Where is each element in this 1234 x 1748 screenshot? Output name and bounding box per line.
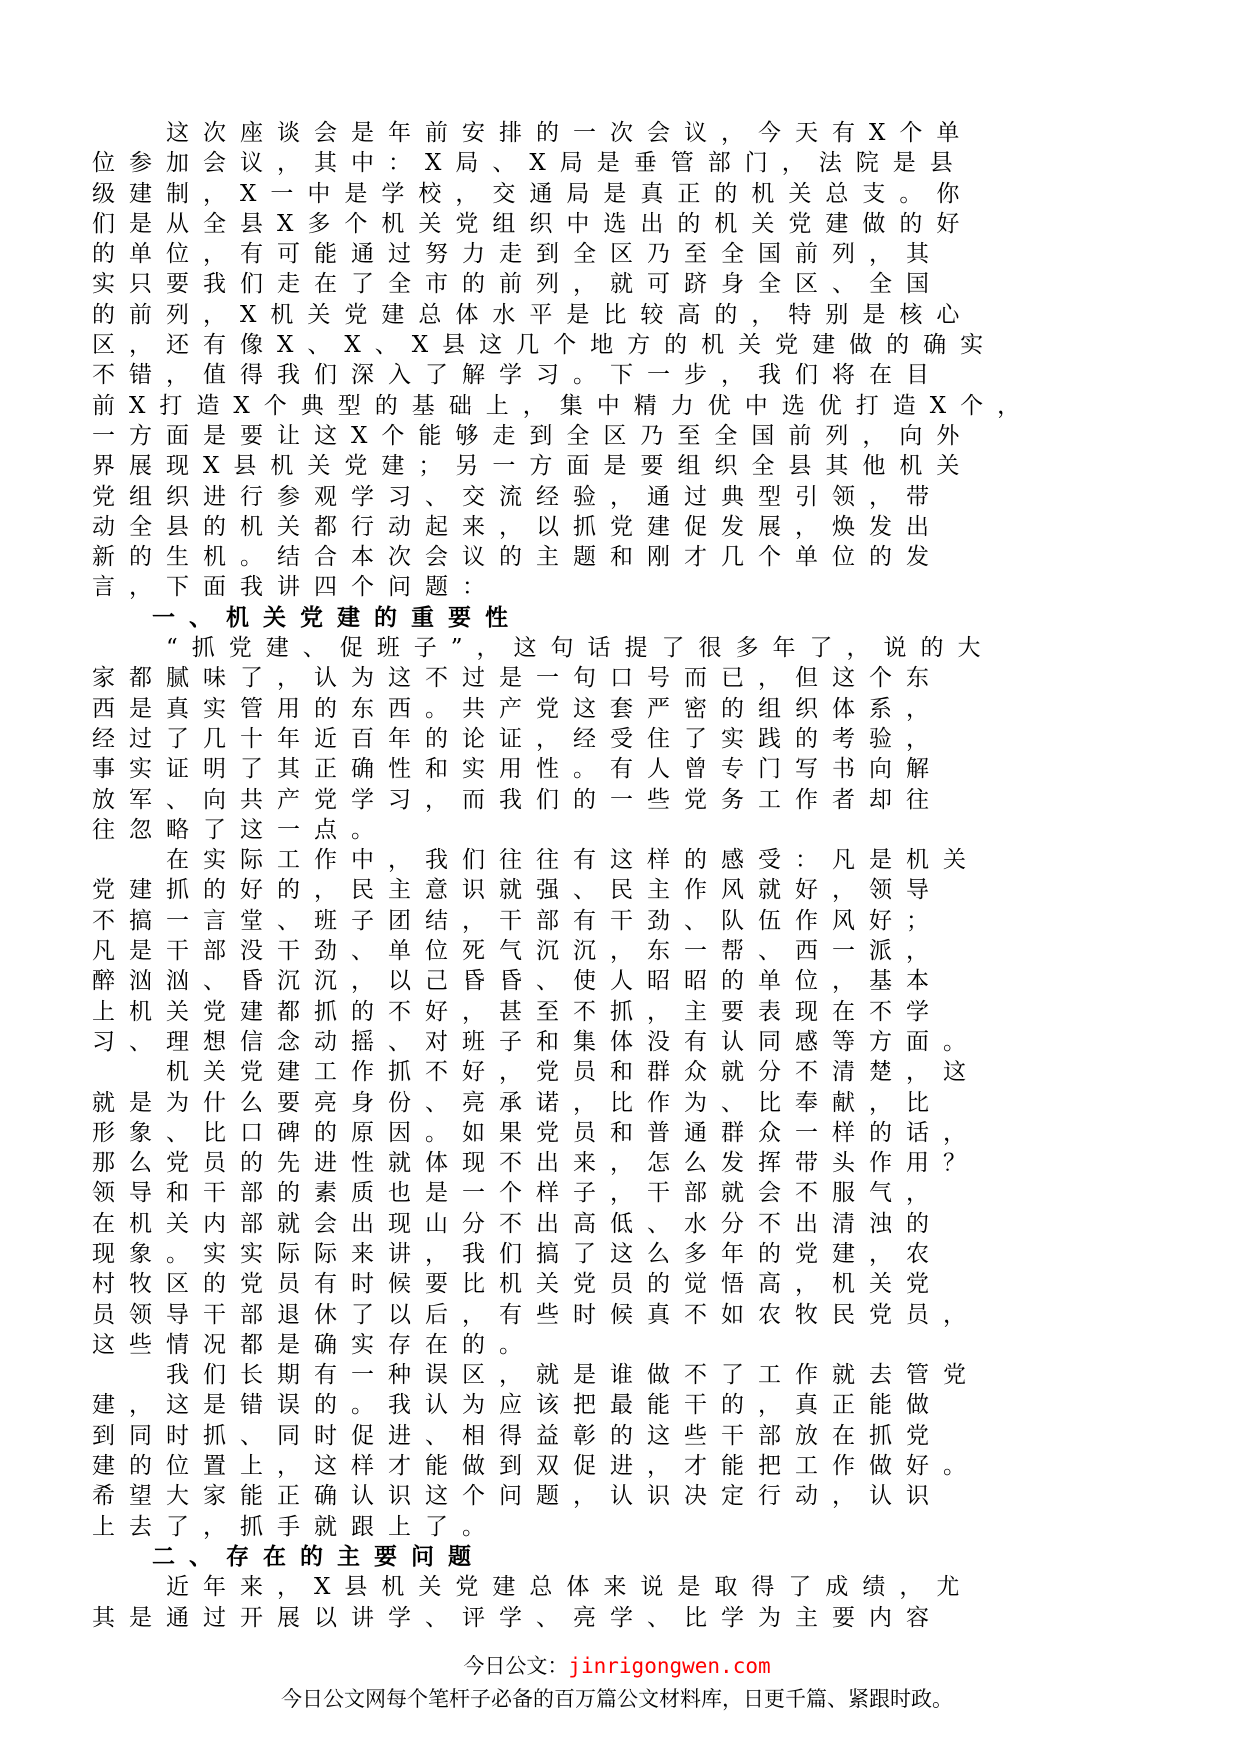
text-line: 的前列，X机关党建总体水平是比较高的，特别是核心 <box>92 301 974 328</box>
text-line: 在机关内部就会出现山分不出高低、水分不出清浊的 <box>92 1210 943 1237</box>
text-line: 一方面是要让这X个能够走到全区乃至全国前列，向外 <box>92 422 974 449</box>
footer-label: 今日公文： <box>463 1654 569 1678</box>
page-footer <box>0 1650 1234 1716</box>
text-line: 不错，值得我们深入了解学习。下一步，我们将在目 <box>92 362 943 389</box>
text-line: 现象。实实际际来讲，我们搞了这么多年的党建，农 <box>92 1240 943 1267</box>
footer-slogan: 今日公文网每个笔杆子必备的百万篇公文材料库，日更千篇、紧跟时政。 <box>281 1687 953 1711</box>
text-line: 新的生机。结合本次会议的主题和刚才几个单位的发 <box>92 544 943 571</box>
text-line: 这些情况都是确实存在的。 <box>92 1331 536 1358</box>
text-line: 希望大家能正确认识这个问题，认识决定行动，认识 <box>92 1483 943 1510</box>
document-body <box>92 118 1152 1633</box>
text-line: 西是真实管用的东西。共产党这套严密的组织体系， <box>92 695 943 722</box>
text-line: 员领导干部退休了以后，有些时候真不如农牧民党员， <box>92 1301 980 1328</box>
text-line: 上机关党建都抓的不好，甚至不抓，主要表现在不学 <box>92 998 943 1025</box>
text-line: 不搞一言堂、班子团结，干部有干劲、队伍作风好； <box>92 907 943 934</box>
text-line: 事实证明了其正确性和实用性。有人曾专门写书向解 <box>92 756 943 783</box>
text-line: 往忽略了这一点。 <box>92 816 388 843</box>
text-line: 界展现X县机关党建；另一方面是要组织全县其他机关 <box>92 453 974 480</box>
text-line: 实只要我们走在了全市的前列，就可跻身全区、全国 <box>92 271 943 298</box>
text-line: 醉汹汹、昏沉沉，以己昏昏、使人昭昭的单位，基本 <box>92 968 943 995</box>
site-link[interactable]: jinrigongwen.com <box>568 1654 771 1678</box>
text-line: 机关党建工作抓不好，党员和群众就分不清楚，这 <box>92 1059 980 1086</box>
text-line: 村牧区的党员有时候要比机关党员的觉悟高，机关党 <box>92 1271 943 1298</box>
text-line: 建，这是错误的。我认为应该把最能干的，真正能做 <box>92 1392 943 1419</box>
text-line: 这次座谈会是年前安排的一次会议，今天有X个单 <box>92 120 974 146</box>
section-heading-1: 一、机关党建的重要性 <box>152 603 522 631</box>
section-heading-2: 二、存在的主要问题 <box>152 1542 485 1570</box>
text-line: 放军、向共产党学习，而我们的一些党务工作者却往 <box>92 786 943 813</box>
text-line: 建的位置上，这样才能做到双促进，才能把工作做好。 <box>92 1453 980 1480</box>
text-line: 就是为什么要亮身份、亮承诺，比作为、比奉献，比 <box>92 1089 943 1116</box>
text-line: 们是从全县X多个机关党组织中选出的机关党建做的好 <box>92 210 974 237</box>
text-line: 前X打造X个典型的基础上，集中精力优中选优打造X个， <box>92 392 1035 419</box>
text-line: 上去了，抓手就跟上了。 <box>92 1513 499 1540</box>
text-line: 言，下面我讲四个问题： <box>92 574 499 601</box>
text-line: 到同时抓、同时促进、相得益彰的这些干部放在抓党 <box>92 1422 943 1449</box>
text-line: 习、理想信念动摇、对班子和集体没有认同感等方面。 <box>92 1028 980 1055</box>
text-line: 形象、比口碑的原因。如果党员和普通群众一样的话， <box>92 1119 980 1146</box>
text-line: 领导和干部的素质也是一个样子，干部就会不服气， <box>92 1180 943 1207</box>
text-line: 级建制，X一中是学校，交通局是真正的机关总支。你 <box>92 180 974 207</box>
text-line: 其是通过开展以讲学、评学、亮学、比学为主要内容 <box>92 1604 943 1631</box>
text-line: “抓党建、促班子”，这句话提了很多年了，说的大 <box>92 635 995 662</box>
text-line: 动全县的机关都行动起来，以抓党建促发展，焕发出 <box>92 513 943 540</box>
text-line: 位参加会议，其中：X局、X局是垂管部门，法院是县 <box>92 150 967 177</box>
text-line: 经过了几十年近百年的论证，经受住了实践的考验， <box>92 725 943 752</box>
text-line: 那么党员的先进性就体现不出来，怎么发挥带头作用？ <box>92 1150 980 1177</box>
text-line: 党建抓的好的，民主意识就强、民主作风就好，领导 <box>92 877 943 904</box>
text-line: 近年来，X县机关党建总体来说是取得了成绩，尤 <box>92 1574 974 1601</box>
footer-site-line <box>0 1650 1234 1682</box>
text-line: 我们长期有一种误区，就是谁做不了工作就去管党 <box>92 1362 980 1389</box>
text-line: 凡是干部没干劲、单位死气沉沉，东一帮、西一派， <box>92 938 943 965</box>
text-line: 在实际工作中，我们往往有这样的感受：凡是机关 <box>92 847 980 874</box>
text-line: 党组织进行参观学习、交流经验，通过典型引领，带 <box>92 483 943 510</box>
text-line: 区，还有像X、X、X县这几个地方的机关党建做的确实 <box>92 332 998 359</box>
text-line: 家都腻味了，认为这不过是一句口号而已，但这个东 <box>92 665 943 692</box>
text-line: 的单位，有可能通过努力走到全区乃至全国前列，其 <box>92 241 943 268</box>
